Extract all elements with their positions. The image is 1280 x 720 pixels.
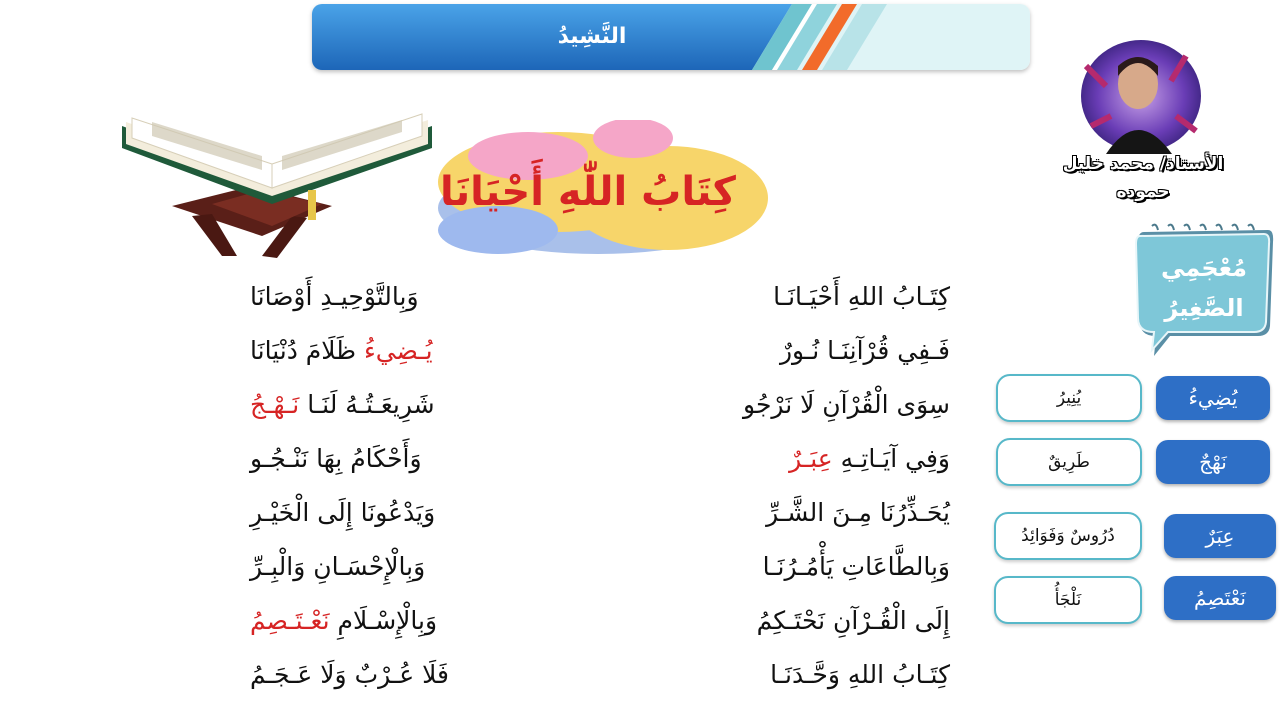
teacher-caption: الأستاذ/ محمد خليل حموده (1062, 154, 1224, 202)
verse-first-hemistich: فَـفِي قُرْآنِنَـا نُـورٌ (779, 336, 950, 365)
verse-row (240, 270, 950, 324)
verse-first-hemistich: وَفِي آيَـاتِـهِ عِبَـرٌ (789, 444, 950, 473)
verse-row (240, 432, 950, 486)
verse-row (240, 378, 950, 432)
teacher-avatar (1076, 36, 1206, 154)
verse-first-hemistich: كِتَـابُ اللهِ وَحَّـدَنَـا (770, 660, 950, 689)
banner-title: النَّشِيدُ (557, 24, 627, 49)
verse-first-hemistich: يُحَـذِّرُنَا مِـنَ الشَّـرِّ (766, 498, 950, 527)
meaning-box: يُنِيرُ (996, 374, 1142, 422)
poem-title: كِتَابُ اللّٰهِ أَحْيَانَا (440, 169, 736, 215)
verse-second-hemistich: فَلَا عُـرْبٌ وَلَا عَـجَـمُ (250, 660, 449, 689)
verse-second-hemistich: وَيَدْعُونَا إِلَى الْخَيْـرِ (250, 498, 436, 527)
poem-body (240, 270, 950, 700)
verse-second-hemistich: شَرِيعَـتُـهُ لَنَـا نَـهْـجُ (250, 390, 435, 419)
verse-row (240, 648, 950, 702)
verse-row (240, 540, 950, 594)
verse-row (240, 324, 950, 378)
highlighted-word: يُـضِيءُ (364, 336, 433, 365)
verse-row (240, 594, 950, 648)
meaning-box: دُرُوسٌ وَفَوَائِدُ (994, 512, 1142, 560)
verse-second-hemistich: يُـضِيءُ ظَلَامَ دُنْيَانَا (250, 336, 433, 365)
verse-row (240, 486, 950, 540)
word-button[interactable]: نَعْتَصِمُ (1164, 576, 1276, 620)
verse-second-hemistich: وَبِالْإِحْسَـانِ وَالْبِـرِّ (250, 552, 426, 581)
verse-first-hemistich: إِلَى الْقُـرْآنِ نَحْتَـكِمُ (756, 606, 950, 635)
highlighted-word: نَـهْـجُ (250, 390, 300, 419)
word-button[interactable]: نَهْجٌ (1156, 440, 1270, 484)
word-button[interactable]: عِبَرٌ (1164, 514, 1276, 558)
verse-second-hemistich: وَبِالتَّوْحِيـدِ أَوْصَانَا (250, 282, 419, 311)
title-banner (312, 4, 1030, 70)
meaning-box: نَلْجَأُ (994, 576, 1142, 624)
highlighted-word: عِبَـرٌ (789, 444, 833, 473)
highlighted-word: نَعْـتَـصِمُ (250, 606, 330, 635)
verse-first-hemistich: وَبِالطَّاعَاتِ يَأْمُـرُنَـا (762, 552, 950, 581)
word-button[interactable]: يُضِيءُ (1156, 376, 1270, 420)
meaning-box: طَرِيقٌ (996, 438, 1142, 486)
verse-second-hemistich: وَأَحْكَامُ بِهَا نَنْـجُـو (250, 444, 422, 473)
quran-book-icon (112, 86, 442, 266)
verse-second-hemistich: وَبِالْإِسْـلَامِ نَعْـتَـصِمُ (250, 606, 438, 635)
verse-first-hemistich: كِتَـابُ اللهِ أَحْيَـانَـا (773, 282, 950, 311)
dictionary-title: مُعْجَمِي الصَّغِيرُ (1160, 254, 1248, 322)
verse-first-hemistich: سِوَى الْقُرْآنِ لَا نَرْجُو (743, 390, 950, 419)
